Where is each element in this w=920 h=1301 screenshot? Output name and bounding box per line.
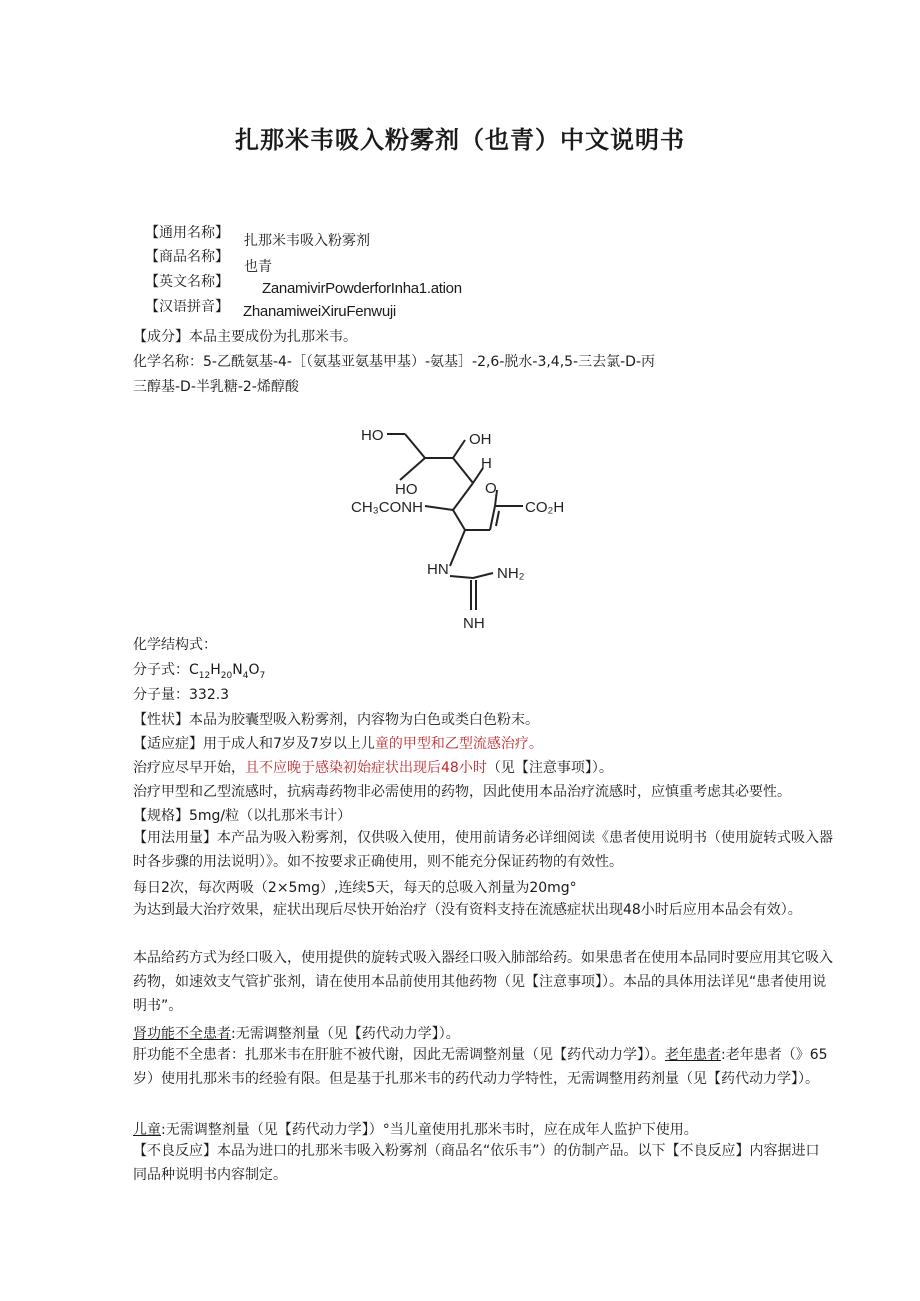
structure-bonds	[387, 434, 523, 610]
chemical-structure-diagram	[345, 418, 585, 633]
structure-acetyl-group: CH₃CONH	[351, 499, 423, 516]
hepatic-elderly-paragraph: 肝功能不全患者：扎那米韦在肝脏不被代谢，因此无需调整剂量（见【药代动力学】）。老年患者:老年患者（》65岁）使用扎那米韦的经验有限。但是基于扎那米韦的药代动力学特性，无需调整用药剂量（见【药代动力学】）。	[133, 1047, 828, 1087]
structure-ho-low: HO	[395, 481, 418, 498]
molecular-formula: 分子式：$C_{12}H_{20}N_4O_7$	[133, 662, 266, 681]
adverse-reactions-section: 【不良反应】本品为进口的扎那米韦吸入粉雾剂（商品名“依乐韦”）的仿制产品。以下【不良反应】内容据进口同品种说明书内容制定。	[133, 1143, 820, 1183]
trade-name-label: 【商品名称】	[145, 249, 229, 265]
generic-name-label: 【通用名称】	[145, 225, 229, 241]
composition-line: 【成分】本品主要成份为扎那米韦。	[133, 329, 357, 345]
trade-name-value: 也青	[244, 259, 272, 275]
usage-section: 【用法用量】本产品为吸入粉雾剂，仅供吸入使用，使用前请务必详细阅读《患者使用说明书（使用旋转式吸入器时各步骤的用法说明）》。如不按要求正确使用，则不能充分保证药物的有效性。	[133, 830, 833, 870]
indication-section: 【适应症】用于成人和7岁及7岁以上儿童的甲型和乙型流感治疗。	[133, 736, 543, 752]
elderly-label: 老年患者	[665, 1047, 721, 1063]
chemical-name-line-2: 三醇基-D-半乳糖-2-烯醇酸	[133, 379, 299, 395]
english-name-value: ZanamivirPowderforInha1.ation	[262, 280, 462, 297]
route-paragraph: 本品给药方式为经口吸入，使用提供的旋转式吸入器经口吸入肺部给药。如果患者在使用本品同时要应用其它吸入药物，如速效支气管扩张剂，请在使用本品前使用其他药物（见【注意事项】）。本品的具体用法详见“患者使用说明书”。	[133, 950, 833, 1014]
document-title: 扎那米韦吸入粉雾剂（也青）中文说明书	[235, 126, 685, 154]
structure-nh: NH	[463, 615, 485, 632]
chemical-name-line-1: 化学名称：5-乙酰氨基-4-［（氨基亚氨基甲基）-氨基］-2,6-脱水-3,4,5-三去氯-D-丙	[133, 354, 655, 370]
timing-paragraph: 为达到最大治疗效果，症状出现后尽快开始治疗（没有资料支持在流感症状出现48小时后应用本品会有效）。	[133, 902, 802, 918]
structure-ho-top: HO	[361, 427, 384, 444]
structure-carboxyl-group: CO₂H	[525, 499, 565, 516]
specification-section: 【规格】5mg/粒（以扎那米韦计）	[133, 808, 352, 824]
generic-name-value: 扎那米韦吸入粉雾剂	[244, 233, 370, 249]
children-line: 儿童:无需调整剂量（见【药代动力学】）°当儿童使用扎那米韦时，应在成年人监护下使用。	[133, 1122, 698, 1138]
start-treatment-line: 治疗应尽早开始，且不应晚于感染初始症状出现后48小时（见【注意事项】）。	[133, 760, 613, 776]
caution-line: 治疗甲型和乙型流感时，抗病毒药物非必需使用的药物，因此使用本品治疗流感时，应慎重考虑其必要性。	[133, 784, 791, 800]
renal-line: 肾功能不全患者:无需调整剂量（见【药代动力学】）。	[133, 1026, 460, 1042]
structure-caption: 化学结构式：	[133, 637, 217, 653]
structure-h: H	[481, 455, 492, 472]
pinyin-value: ZhanamiweiXiruFenwuji	[243, 303, 396, 320]
structure-oh: OH	[469, 431, 492, 448]
structure-ring-oxygen: O	[485, 480, 497, 497]
dose-line: 每日2次，每次两吸（2×5mg）,连续5天，每天的总吸入剂量为20mg°	[133, 880, 577, 896]
structure-nh2: NH₂	[497, 565, 525, 582]
pinyin-label: 【汉语拼音】	[145, 299, 229, 315]
english-name-label: 【英文名称】	[145, 274, 229, 290]
structure-hn: HN	[427, 561, 449, 578]
renal-label: 肾功能不全患者	[133, 1026, 231, 1042]
character-section: 【性状】本品为胶囊型吸入粉雾剂，内容物为白色或类白色粉末。	[133, 712, 539, 728]
children-label: 儿童	[133, 1122, 161, 1138]
molecular-weight: 分子量：332.3	[133, 687, 230, 703]
